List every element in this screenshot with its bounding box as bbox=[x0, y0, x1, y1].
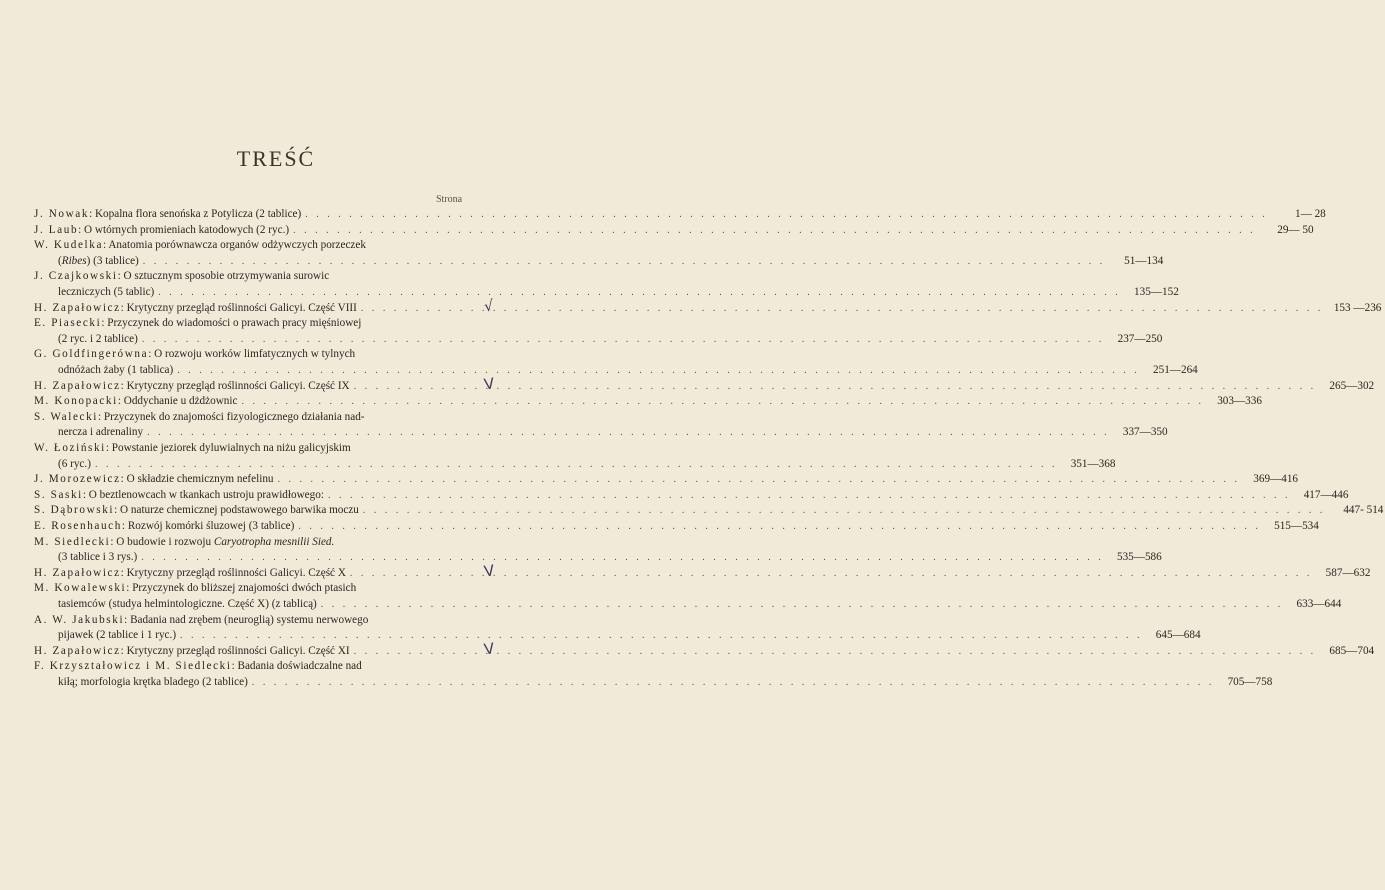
entry-title: Krytyczny przegląd roślinności Galicyi. Część XI bbox=[126, 644, 350, 657]
entry-author: E. Piasecki bbox=[34, 317, 102, 330]
entry-title: O budowie i rozwoju Caryotropha mesnilii Sied. bbox=[116, 535, 335, 548]
toc-entry[interactable]: S. Walecki: Przyczynek do znajomości fizyologicznego działania nad- nercza i adrenaliny . . . 337—350 bbox=[34, 410, 478, 441]
toc-entry[interactable]: F. Krzyształowicz i M. Siedlecki: Badania doświadczalne nad kiłą; morfologia krętka bladego (2 tablice) . . . 705—758 bbox=[34, 659, 478, 690]
entry-author: H. Zapałowicz bbox=[34, 379, 121, 392]
entry-title: Przyczynek do wiadomości o prawach pracy mięśniowej bbox=[107, 317, 362, 330]
entry-pages: 587—632 bbox=[1325, 566, 1371, 579]
leader-dots bbox=[289, 223, 1256, 239]
entry-title: Przyczynek do bliższej znajomości dwóch ptasich bbox=[132, 582, 357, 595]
leader-dots bbox=[154, 285, 1121, 301]
entry-title-continued: odnóżach żaby (1 tablica) bbox=[58, 363, 174, 376]
leader-dots bbox=[274, 472, 1241, 488]
entry-title-continued: (6 ryc.) bbox=[58, 457, 91, 470]
toc-entry[interactable]: H. Zapałowicz: Krytyczny przegląd roślinności Galicyi. Część XI . . . 685—704 bbox=[34, 644, 478, 660]
toc-entry[interactable]: M. Kowalewski: Przyczynek do bliższej znajomości dwóch ptasich tasiemców (studya helmintologiczne. Część X) (z tablicą) . . . 633—644 bbox=[34, 581, 478, 612]
entry-title-continued: leczniczych (5 tablic) bbox=[58, 285, 155, 298]
entry-pages: 515—534 bbox=[1274, 520, 1319, 532]
entry-pages: 535—586 bbox=[1116, 551, 1162, 564]
toc-entry[interactable]: J. Laub: O wtórnych promieniach katodowych (2 ryc.) . . . 29— 50 bbox=[34, 223, 478, 239]
entry-author: S. Walecki bbox=[34, 410, 98, 423]
entry-author: H. Zapałowicz bbox=[34, 301, 121, 314]
toc-entry[interactable]: H. Zapałowicz: Krytyczny przegląd roślinności Galicyi. Część VIII . . . 153 —236 bbox=[34, 301, 478, 317]
entry-title-continued: (Ribes) (3 tablice) bbox=[58, 254, 139, 267]
italic-taxon: Ribes bbox=[61, 254, 87, 267]
entry-author: J. Nowak bbox=[34, 208, 90, 220]
toc-entry[interactable]: S. Saski: O beztlenowcach w tkankach ustroju prawidłowego: . . . 417—446 bbox=[34, 488, 478, 504]
toc-entry[interactable]: J. Nowak: Kopalna flora senońska z Potylicza (2 tablice) . . . 1— 28 bbox=[34, 207, 478, 223]
entry-pages: 1— 28 bbox=[1294, 208, 1326, 220]
toc-entry[interactable]: S. Dąbrowski: O naturze chemicznej podstawowego barwika moczu . . . 447- 514 bbox=[34, 503, 478, 519]
leader-dots bbox=[173, 363, 1140, 379]
toc-entry[interactable]: E. Piasecki: Przyczynek do wiadomości o prawach pracy mięśniowej (2 ryc. i 2 tablice) . . . 237—250 bbox=[34, 316, 478, 347]
entry-author: H. Zapałowicz bbox=[34, 644, 121, 657]
entry-pages: 705—758 bbox=[1227, 675, 1273, 688]
toc-entry[interactable]: W. Kudelka: Anatomia porównawcza organów odżywczych porzeczek (Ribes) (3 tablice) . . . 51—134 bbox=[34, 238, 478, 269]
leader-dots bbox=[294, 519, 1261, 535]
toc-entry[interactable]: H. Zapałowicz: Krytyczny przegląd roślinności Galicyi. Część IX . . . 265—302 bbox=[34, 379, 478, 395]
entry-author: H. Zapałowicz bbox=[34, 566, 121, 579]
entry-title: Oddychanie u dżdżownic bbox=[123, 395, 238, 408]
leader-dots bbox=[317, 597, 1284, 613]
entry-author: W. Kudelka bbox=[34, 239, 104, 252]
entry-pages: 153 —236 bbox=[1333, 301, 1382, 314]
entry-pages: 265—302 bbox=[1329, 379, 1375, 392]
entry-title: Kopalna flora senońska z Potylicza (2 tablice) bbox=[94, 208, 302, 220]
entry-author: S. Dąbrowski bbox=[34, 504, 115, 517]
entry-pages: 29— 50 bbox=[1277, 223, 1314, 236]
entry-pages: 303—336 bbox=[1217, 395, 1262, 408]
entry-title: O wtórnych promieniach katodowych (2 ryc.) bbox=[84, 223, 290, 236]
entry-title: Przyczynek do znajomości fizyologicznego działania nad- bbox=[103, 410, 365, 423]
leader-dots bbox=[248, 675, 1215, 691]
toc-entry[interactable]: J. Czajkowski: O sztucznym sposobie otrzymywania surowic leczniczych (5 tablic) . . . 135—152 bbox=[34, 269, 478, 300]
handwritten-check-mark: V bbox=[482, 639, 496, 659]
entry-title: O beztlenowcach w tkankach ustroju prawidłowego bbox=[88, 488, 321, 501]
entry-pages: 369—416 bbox=[1253, 473, 1299, 486]
entry-pages: 251—264 bbox=[1153, 363, 1198, 376]
handwritten-check-mark: V bbox=[482, 561, 496, 581]
toc-entry[interactable]: E. Rosenhauch: Rozwój komórki śluzowej (3 tablice) . . . 515—534 bbox=[34, 519, 478, 535]
handwritten-check-mark: V bbox=[482, 374, 496, 394]
leader-dots bbox=[359, 503, 1326, 519]
entry-author: M. Siedlecki bbox=[34, 535, 111, 548]
entry-pages: 351—368 bbox=[1070, 457, 1116, 470]
page-title: TREŚĆ bbox=[236, 146, 316, 171]
page-column-header: Strona bbox=[435, 194, 463, 205]
italic-taxon: Caryotropha mesnilii Sied. bbox=[213, 535, 335, 548]
leader-dots bbox=[143, 425, 1110, 441]
toc-entry[interactable]: M. Konopacki: Oddychanie u dżdżownic . . . 303—336 bbox=[34, 394, 478, 410]
entry-author: M. Konopacki bbox=[34, 395, 118, 408]
leader-dots bbox=[139, 254, 1106, 270]
entry-title-continued: nercza i adrenaliny bbox=[58, 426, 144, 439]
entry-title-continued: kiłą; morfologia krętka bladego (2 tablice) bbox=[58, 675, 248, 688]
entry-author: G. Goldfingerówna bbox=[34, 348, 149, 361]
entry-title-continued: (3 tablice i 3 rys.) bbox=[58, 551, 138, 564]
toc-entry[interactable]: H. Zapałowicz: Krytyczny przegląd roślinności Galicyi. Część X . . . 587—632 bbox=[34, 566, 478, 582]
entry-author: J. Laub bbox=[34, 223, 79, 236]
entry-title: Krytyczny przegląd roślinności Galicyi. Część X bbox=[126, 566, 346, 579]
leader-dots bbox=[176, 628, 1143, 644]
toc-entry[interactable]: A. W. Jakubski: Badania nad zrębem (neuroglią) systemu nerwowego pijawek (2 tablice i 1 ryc.) . . . 645—684 bbox=[34, 613, 478, 644]
entry-author: J. Czajkowski bbox=[34, 270, 118, 283]
entry-author: A. W. Jakubski bbox=[34, 613, 125, 626]
leader-dots bbox=[357, 301, 1324, 317]
entry-pages: 417—446 bbox=[1303, 488, 1349, 501]
leader-dots bbox=[301, 207, 1268, 223]
entry-title: Badania doświadczalne nad bbox=[237, 660, 362, 673]
entry-title: O rozwoju worków limfatycznych w tylnych bbox=[154, 348, 356, 361]
toc-entry[interactable]: M. Siedlecki: O budowie i rozwoju Caryotropha mesnilii Sied. (3 tablice i 3 rys.) . . . 535—586 bbox=[34, 535, 478, 566]
leader-dots bbox=[138, 332, 1105, 348]
handwritten-check-mark: √ bbox=[482, 296, 495, 316]
entry-pages: 447- 514 bbox=[1343, 504, 1384, 517]
entry-author: E. Rosenhauch bbox=[34, 520, 122, 532]
entry-title: O sztucznym sposobie otrzymywania surowic bbox=[123, 270, 330, 283]
entry-author: J. Morozewicz bbox=[34, 473, 121, 486]
toc-entry[interactable]: G. Goldfingerówna: O rozwoju worków limfatycznych w tylnych odnóżach żaby (1 tablica) . . . 251—264 bbox=[34, 347, 478, 378]
entry-pages: 135—152 bbox=[1134, 285, 1179, 298]
toc-entry[interactable]: J. Morozewicz: O składzie chemicznym nefelinu . . . 369—416 bbox=[34, 472, 478, 488]
entry-author: W. Łoziński bbox=[34, 442, 106, 454]
entry-pages: 645—684 bbox=[1155, 629, 1201, 642]
entry-author: F. Krzyształowicz i M. Siedlecki bbox=[34, 660, 232, 673]
entry-title: Krytyczny przegląd roślinności Galicyi. Część IX bbox=[126, 379, 350, 392]
entry-title: Rozwój komórki śluzowej (3 tablice) bbox=[127, 520, 295, 532]
entry-title: O naturze chemicznej podstawowego barwika moczu bbox=[120, 504, 359, 517]
entry-title-continued: tasiemców (studya helmintologiczne. Część X) (z tablicą) bbox=[58, 597, 317, 610]
entry-pages: 685—704 bbox=[1329, 644, 1375, 657]
leader-dots bbox=[237, 394, 1204, 410]
leader-dots bbox=[91, 457, 1058, 473]
entry-title: Anatomia porównawcza organów odżywczych porzeczek bbox=[108, 239, 366, 252]
entry-title: Krytyczny przegląd roślinności Galicyi. Część VIII bbox=[126, 301, 357, 314]
entry-author: M. Kowalewski bbox=[34, 582, 127, 595]
entry-pages: 237—250 bbox=[1117, 332, 1163, 345]
entry-pages: 633—644 bbox=[1296, 597, 1342, 610]
leader-dots bbox=[137, 550, 1104, 566]
entry-pages: 51—134 bbox=[1124, 254, 1164, 267]
entry-author: S. Saski bbox=[34, 488, 83, 501]
entry-title: Powstanie jeziorek dyluwialnych na niżu galicyjskim bbox=[111, 442, 351, 454]
entry-title-continued: (2 ryc. i 2 tablice) bbox=[58, 332, 138, 345]
entry-pages: 337—350 bbox=[1122, 426, 1168, 439]
leader-dots bbox=[324, 488, 1291, 504]
entry-title: Badania nad zrębem (neuroglią) systemu nerwowego bbox=[130, 613, 369, 626]
entry-title-continued: pijawek (2 tablice i 1 ryc.) bbox=[58, 629, 177, 642]
toc-entry[interactable]: W. Łoziński: Powstanie jeziorek dyluwialnych na niżu galicyjskim (6 ryc.) . . . 351—368 bbox=[34, 441, 478, 472]
entry-title: O składzie chemicznym nefelinu bbox=[126, 473, 274, 486]
